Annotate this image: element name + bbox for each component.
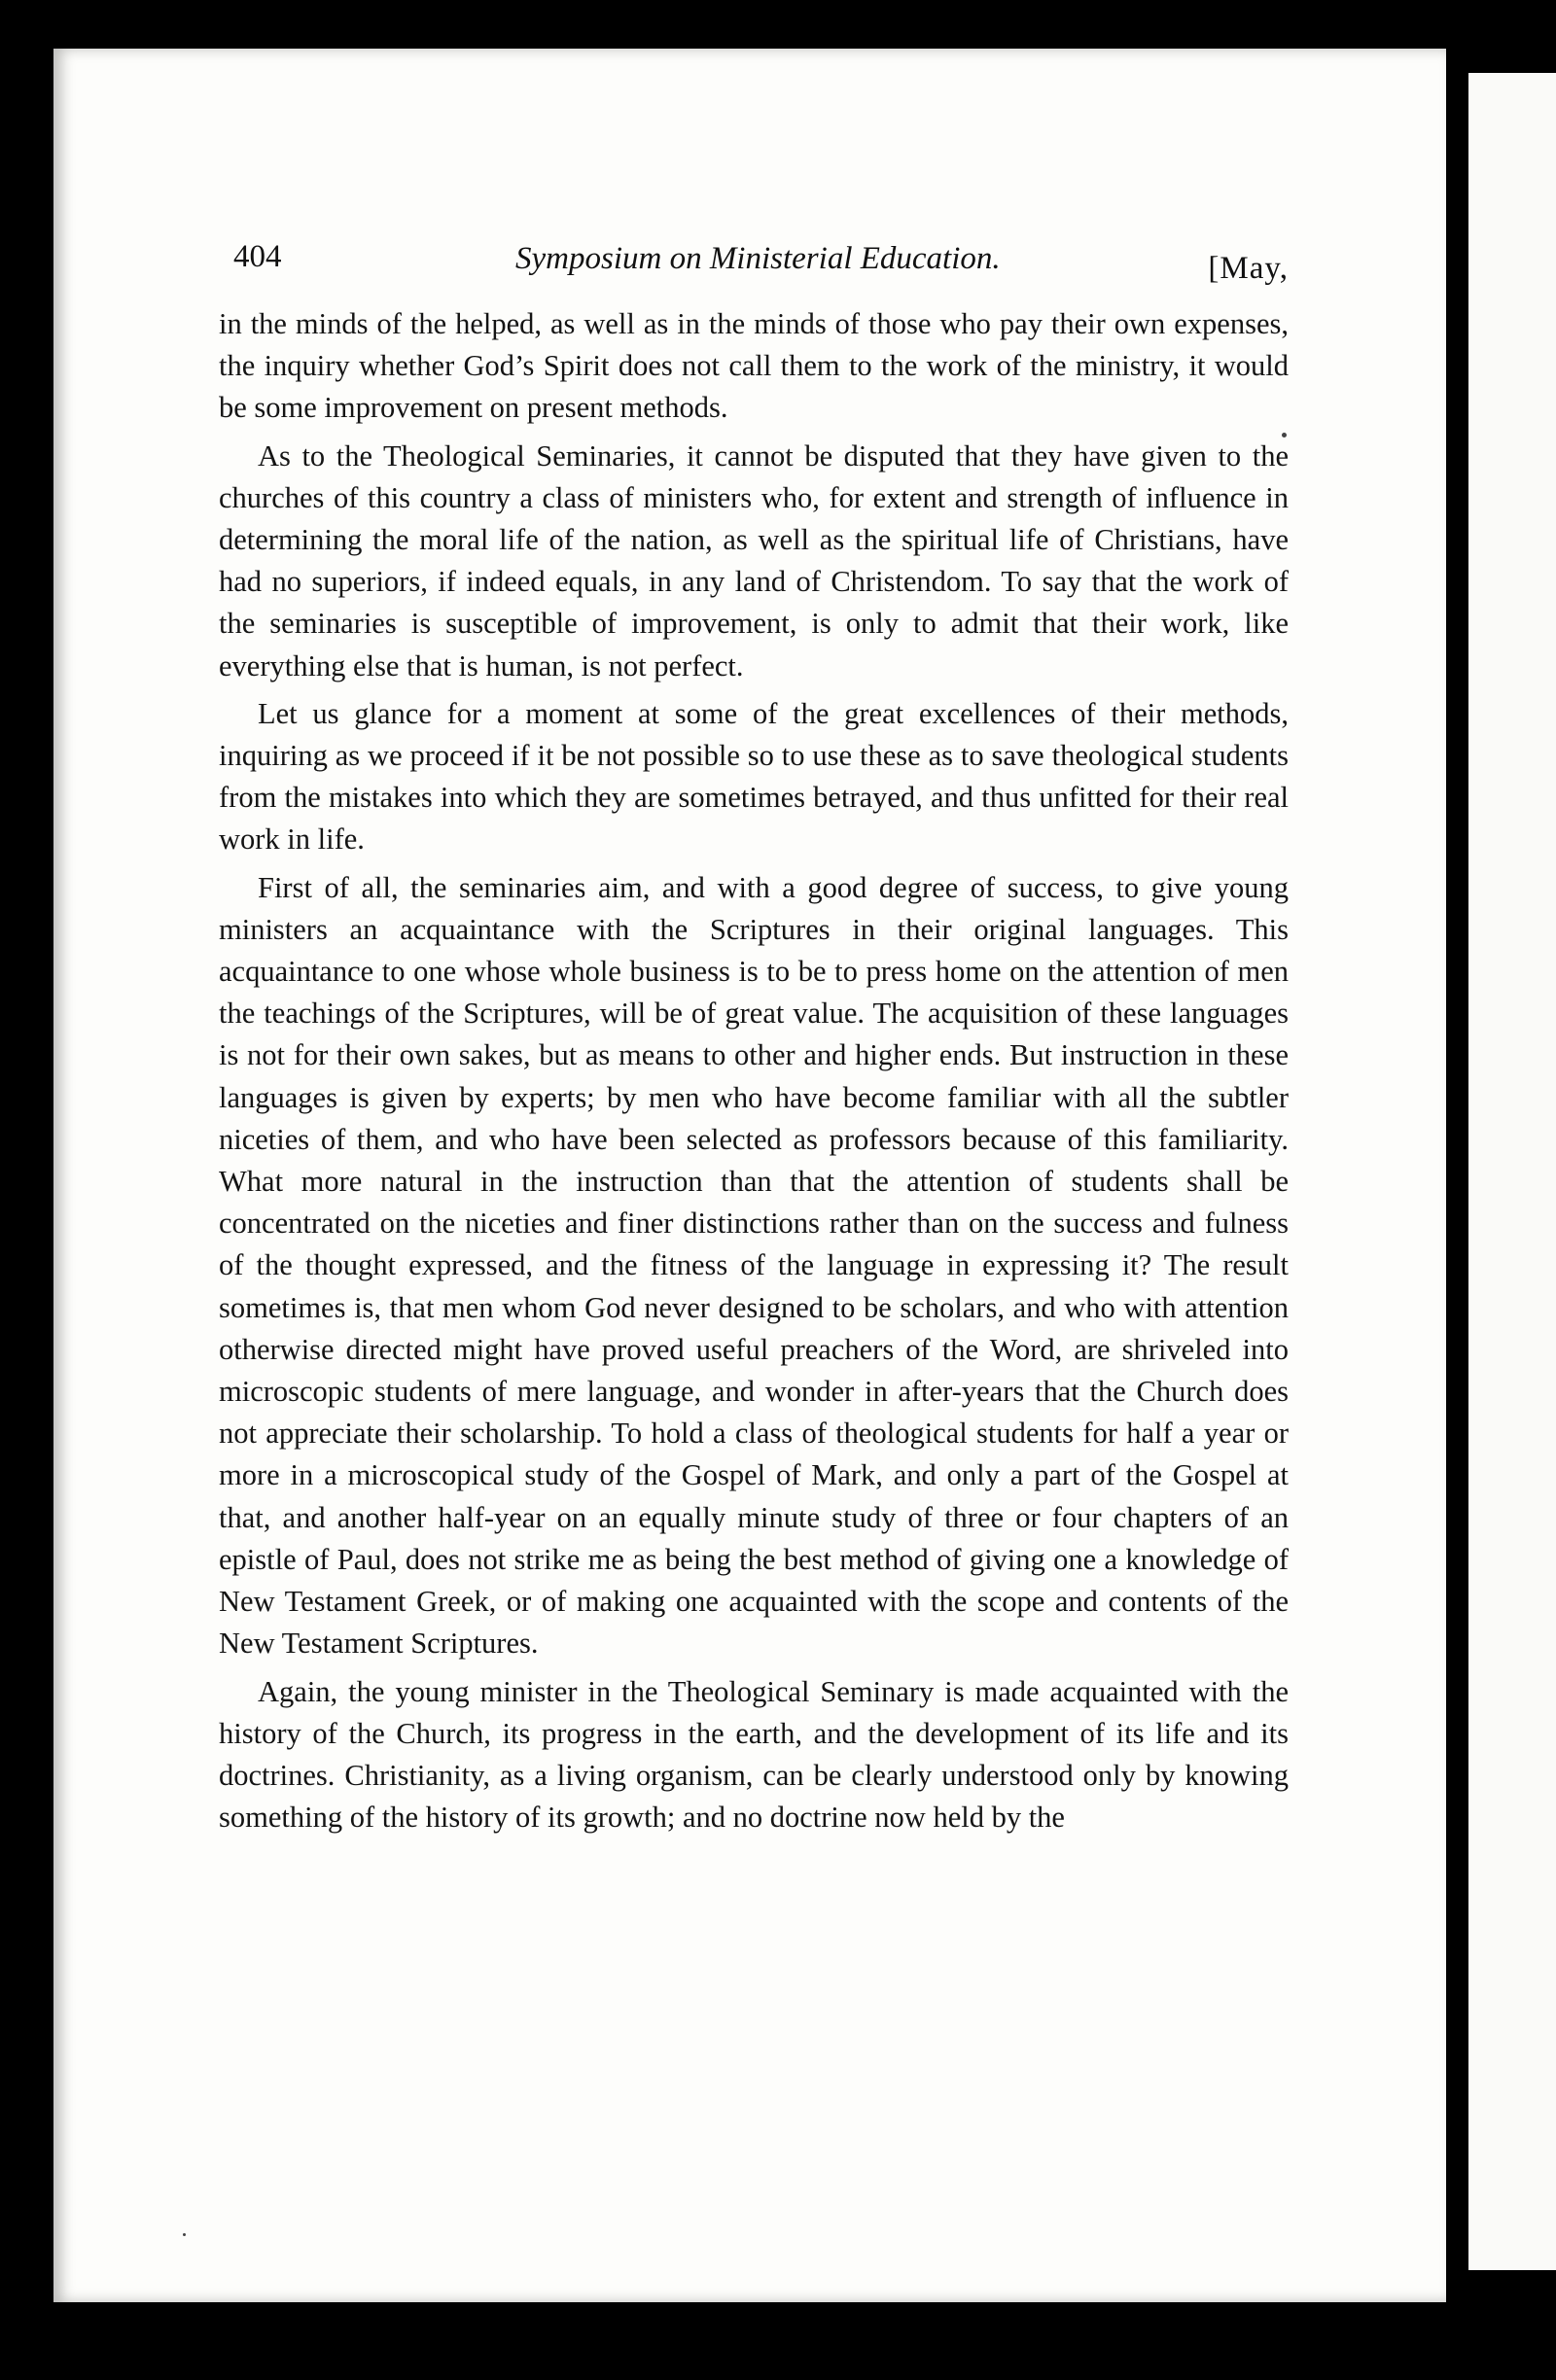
page-number: 404: [233, 239, 282, 274]
page-header: [233, 233, 1289, 292]
scan-speck: [1282, 433, 1287, 438]
running-title: Symposium on Ministerial Education.: [515, 241, 1001, 276]
adjacent-page-edge: [1468, 73, 1556, 2270]
body-text: [219, 303, 1289, 1844]
paragraph: Let us glance for a moment at some of the great excellences of their methods, inquiring as we proceed if it be not possible so to use these as to save theological students from the mistakes into which they are sometimes betrayed, and thus unfitted for their real work in life.: [219, 696, 1289, 857]
running-month: [May,: [1208, 251, 1289, 286]
scan-speck: [183, 2233, 186, 2236]
paragraph: First of all, the seminaries aim, and with a good degree of success, to give young ministers an acquaintance with the Scriptures in their original languages. This acquaintance to one whose whole business is to be to press home on the attention of men the teachings of the Scriptures, will be of great value. The acquisition of these languages is not for their own sakes, but as means to other and higher ends. But instruction in these languages is given by experts; by men who have become familiar with all the subtler niceties of them, and who have been selected as professors because of this familiarity. What more natural in the instruction than that the attention of students shall be concentrated on the niceties and finer distinctions rather than on the success and fulness of the thought expressed, and the fitness of the language in expressing it? The result sometimes is, that men whom God never designed to be scholars, and who with attention otherwise directed might have proved useful preachers of the Word, are shriveled into microscopic students of mere language, and wonder in after-years that the Church does not appreciate their scholarship. To hold a class of theological students for half a year or more in a microscopical study of the Gospel of Mark, and only a part of the Gospel at that, and another half-year on an equally minute study of three or four chapters of an epistle of Paul, does not strike me as being the best method of giving one a knowledge of New Testament Greek, or of making one acquainted with the scope and contents of the New Testament Scriptures.: [219, 870, 1289, 1661]
paragraph: Again, the young minister in the Theological Seminary is made acquainted with the history of the Church, its progress in the earth, and the development of its life and its doctrines. Christianity, as a living organism, can be clearly understood only by knowing something of the history of its growth; and no doctrine now held by the: [219, 1674, 1289, 1835]
paragraph: in the minds of the helped, as well as in the minds of those who pay their own expenses, the inquiry whether God’s Spirit does not call them to the work of the ministry, it would be some improvement on present methods.: [219, 307, 1289, 425]
paragraph: As to the Theological Seminaries, it cannot be disputed that they have given to the churches of this country a class of ministers who, for extent and strength of influence in determining the moral life of the nation, as well as the spiritual life of Christians, have had no superiors, if indeed equals, in any land of Christendom. To say that the work of the seminaries is susceptible of improvement, is only to admit that their work, like everything else that is human, is not perfect.: [219, 438, 1289, 682]
